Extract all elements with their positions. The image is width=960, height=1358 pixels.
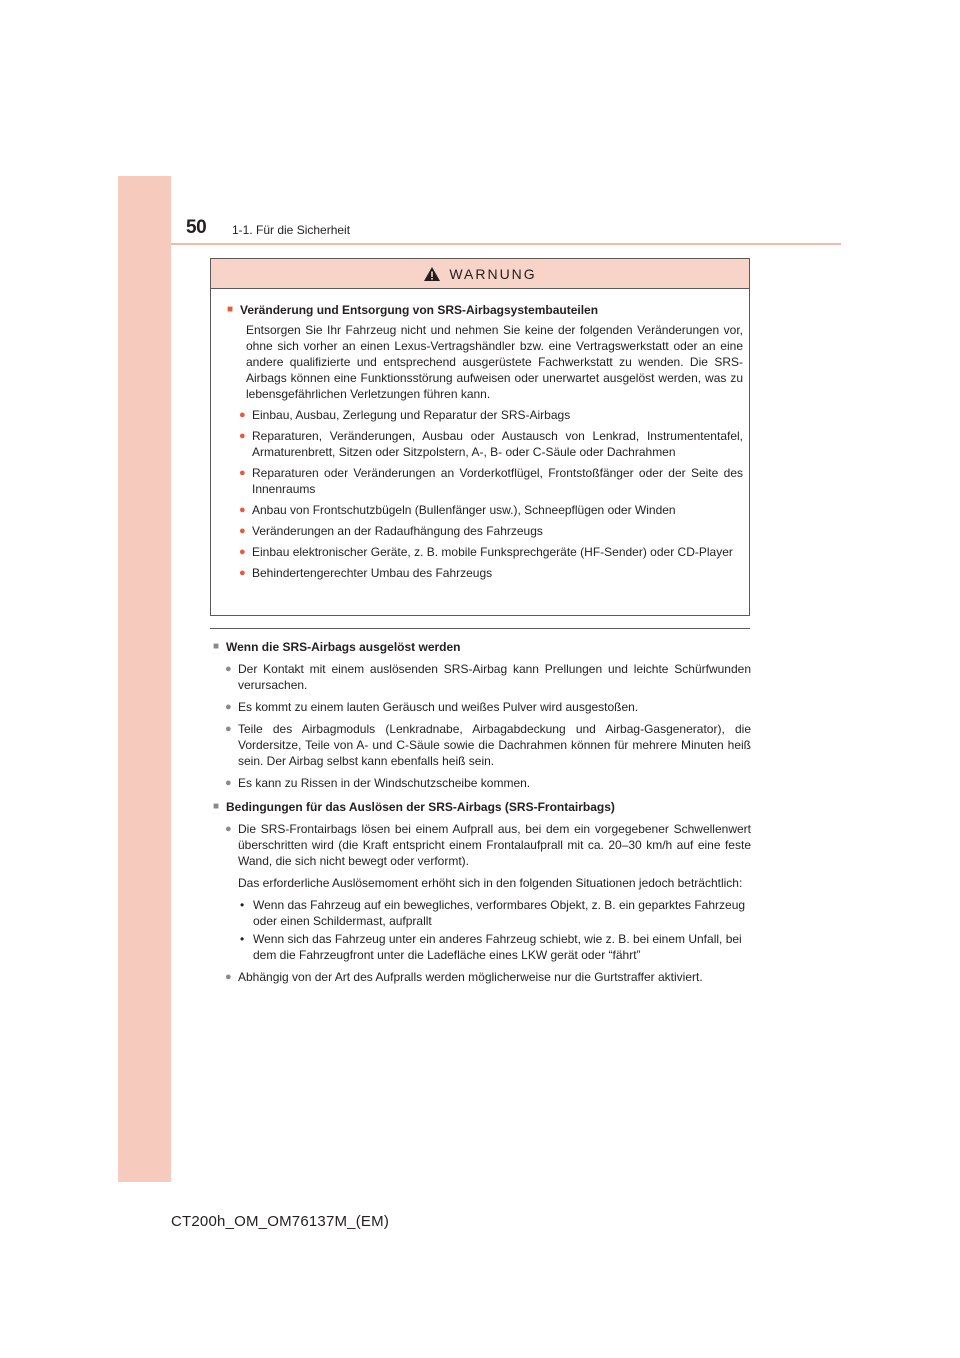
warning-box (210, 258, 750, 616)
warning-title: WARNUNG (449, 265, 537, 282)
circle-bullet-icon: ● (239, 504, 246, 516)
list-item: ● Abhängig von der Art des Aufpralls werden möglicherweise nur die Gurtstraffer aktiviert. (225, 970, 703, 984)
page-number: 50 (186, 217, 207, 238)
notes-section (213, 639, 751, 985)
list-item: ● Teile des Airbagmoduls (Lenkradnabe, Airbagabdeckung und Airbag-Gasgenerator), die Vordersitze, Teile von A- und C-Säule sowie die Dachrahmen können für mehrere Minuten heiß sein. Der Airbag selbst kann ebenfalls heiß sein. (225, 722, 751, 768)
list-item: ● Anbau von Frontschutzbügeln (Bullenfänger usw.), Schneepflügen oder Winden (239, 503, 676, 517)
side-color-band (118, 176, 171, 1182)
header-rule (171, 243, 841, 245)
circle-bullet-icon: ● (239, 409, 246, 421)
list-item: ● Einbau elektronischer Geräte, z. B. mobile Funksprechgeräte (HF-Sender) oder CD-Player (239, 545, 733, 559)
list-item: ● Reparaturen, Veränderungen, Ausbau oder Austausch von Lenkrad, Instrumententafel, Armaturenbrett, Sitzen oder Sitzpolstern, A-, B- oder C-Säule oder Dachrahmen (239, 429, 743, 459)
circle-bullet-icon: ● (239, 567, 246, 579)
warning-heading (227, 302, 743, 318)
notes-heading-deployed: ■ Wenn die SRS-Airbags ausgelöst werden (213, 640, 461, 654)
circle-bullet-icon: ● (225, 777, 232, 789)
list-item: ● Veränderungen an der Radaufhängung des Fahrzeugs (239, 524, 543, 538)
circle-bullet-icon: ● (239, 546, 246, 558)
section-divider (210, 628, 750, 629)
dot-marker-icon: • (240, 898, 245, 912)
circle-bullet-icon: ● (225, 823, 232, 835)
list-item: ● Der Kontakt mit einem auslösenden SRS-Airbag kann Prellungen und leichte Schürfwunden verursachen. (225, 662, 751, 692)
notes-heading-conditions: ■ Bedingungen für das Auslösen der SRS-Airbags (SRS-Frontairbags) (213, 800, 615, 814)
warning-header (211, 259, 749, 289)
dot-marker-icon: • (240, 932, 245, 946)
square-bullet-icon: ■ (213, 801, 220, 812)
circle-bullet-icon: ● (225, 723, 232, 735)
square-bullet-icon: ■ (213, 641, 220, 652)
circle-bullet-icon: ● (225, 971, 232, 983)
warning-body (211, 289, 749, 581)
circle-bullet-icon: ● (239, 467, 246, 479)
list-item: ● Es kommt zu einem lauten Geräusch und weißes Pulver wird ausgestoßen. (225, 700, 639, 714)
square-bullet-icon: ■ (227, 304, 234, 315)
warning-triangle-icon (423, 266, 441, 282)
circle-bullet-icon: ● (239, 525, 246, 537)
footer-code: CT200h_OM_OM76137M_(EM) (171, 1213, 390, 1230)
section-title: 1-1. Für die Sicherheit (232, 223, 351, 237)
list-item: ● Reparaturen oder Veränderungen an Vorderkotflügel, Frontstoßfänger oder der Seite des Innenraums (239, 466, 743, 496)
conditions-paragraph: Das erforderliche Auslösemoment erhöht sich in den folgenden Situationen jedoch beträchtlich: (238, 876, 743, 890)
sub-list-item: • Wenn das Fahrzeug auf ein bewegliches, verformbares Objekt, z. B. ein geparktes Fahrzeug oder einen Schildermast, aufprallt (240, 898, 746, 928)
circle-bullet-icon: ● (225, 663, 232, 675)
list-item: ● Behindertengerechter Umbau des Fahrzeugs (239, 566, 493, 580)
warning-heading-text: Veränderung und Entsorgung von SRS-Airbagsystembauteilen (240, 303, 599, 317)
list-item: ● Es kann zu Rissen in der Windschutzscheibe kommen. (225, 776, 531, 790)
circle-bullet-icon: ● (225, 701, 232, 713)
warning-text: Entsorgen Sie Ihr Fahrzeug nicht und nehmen Sie keine der folgenden Veränderungen vor, ohne sich vorher an einen Lexus-Vertragshändler bzw. eine Vertragswerkstatt oder an eine andere qualifizierte und entsprechend ausgerüstete Fachwerkstatt zu wenden. Die SRS-Airbags können eine Funktionsstörung aufweisen oder unerwartet ausgelöst werden, was zu lebensgefährlichen Verletzungen führen kann. (246, 323, 743, 401)
list-item: ● Die SRS-Frontairbags lösen bei einem Aufprall aus, bei dem ein vorgegebener Schwellenwert überschritten wird (die Kraft entspricht einem Frontalaufprall mit ca. 20–30 km/h auf eine feste Wand, die sich nicht bewegt oder verformt). (225, 822, 751, 868)
sub-list-item: • Wenn sich das Fahrzeug unter ein anderes Fahrzeug schiebt, wie z. B. bei einem Unfall, bei dem die Fahrzeugfront unter die Ladefläche eines LKW gerät oder “fährt” (240, 932, 742, 962)
list-item: ● Einbau, Ausbau, Zerlegung und Reparatur der SRS-Airbags (239, 408, 571, 422)
circle-bullet-icon: ● (239, 430, 246, 442)
